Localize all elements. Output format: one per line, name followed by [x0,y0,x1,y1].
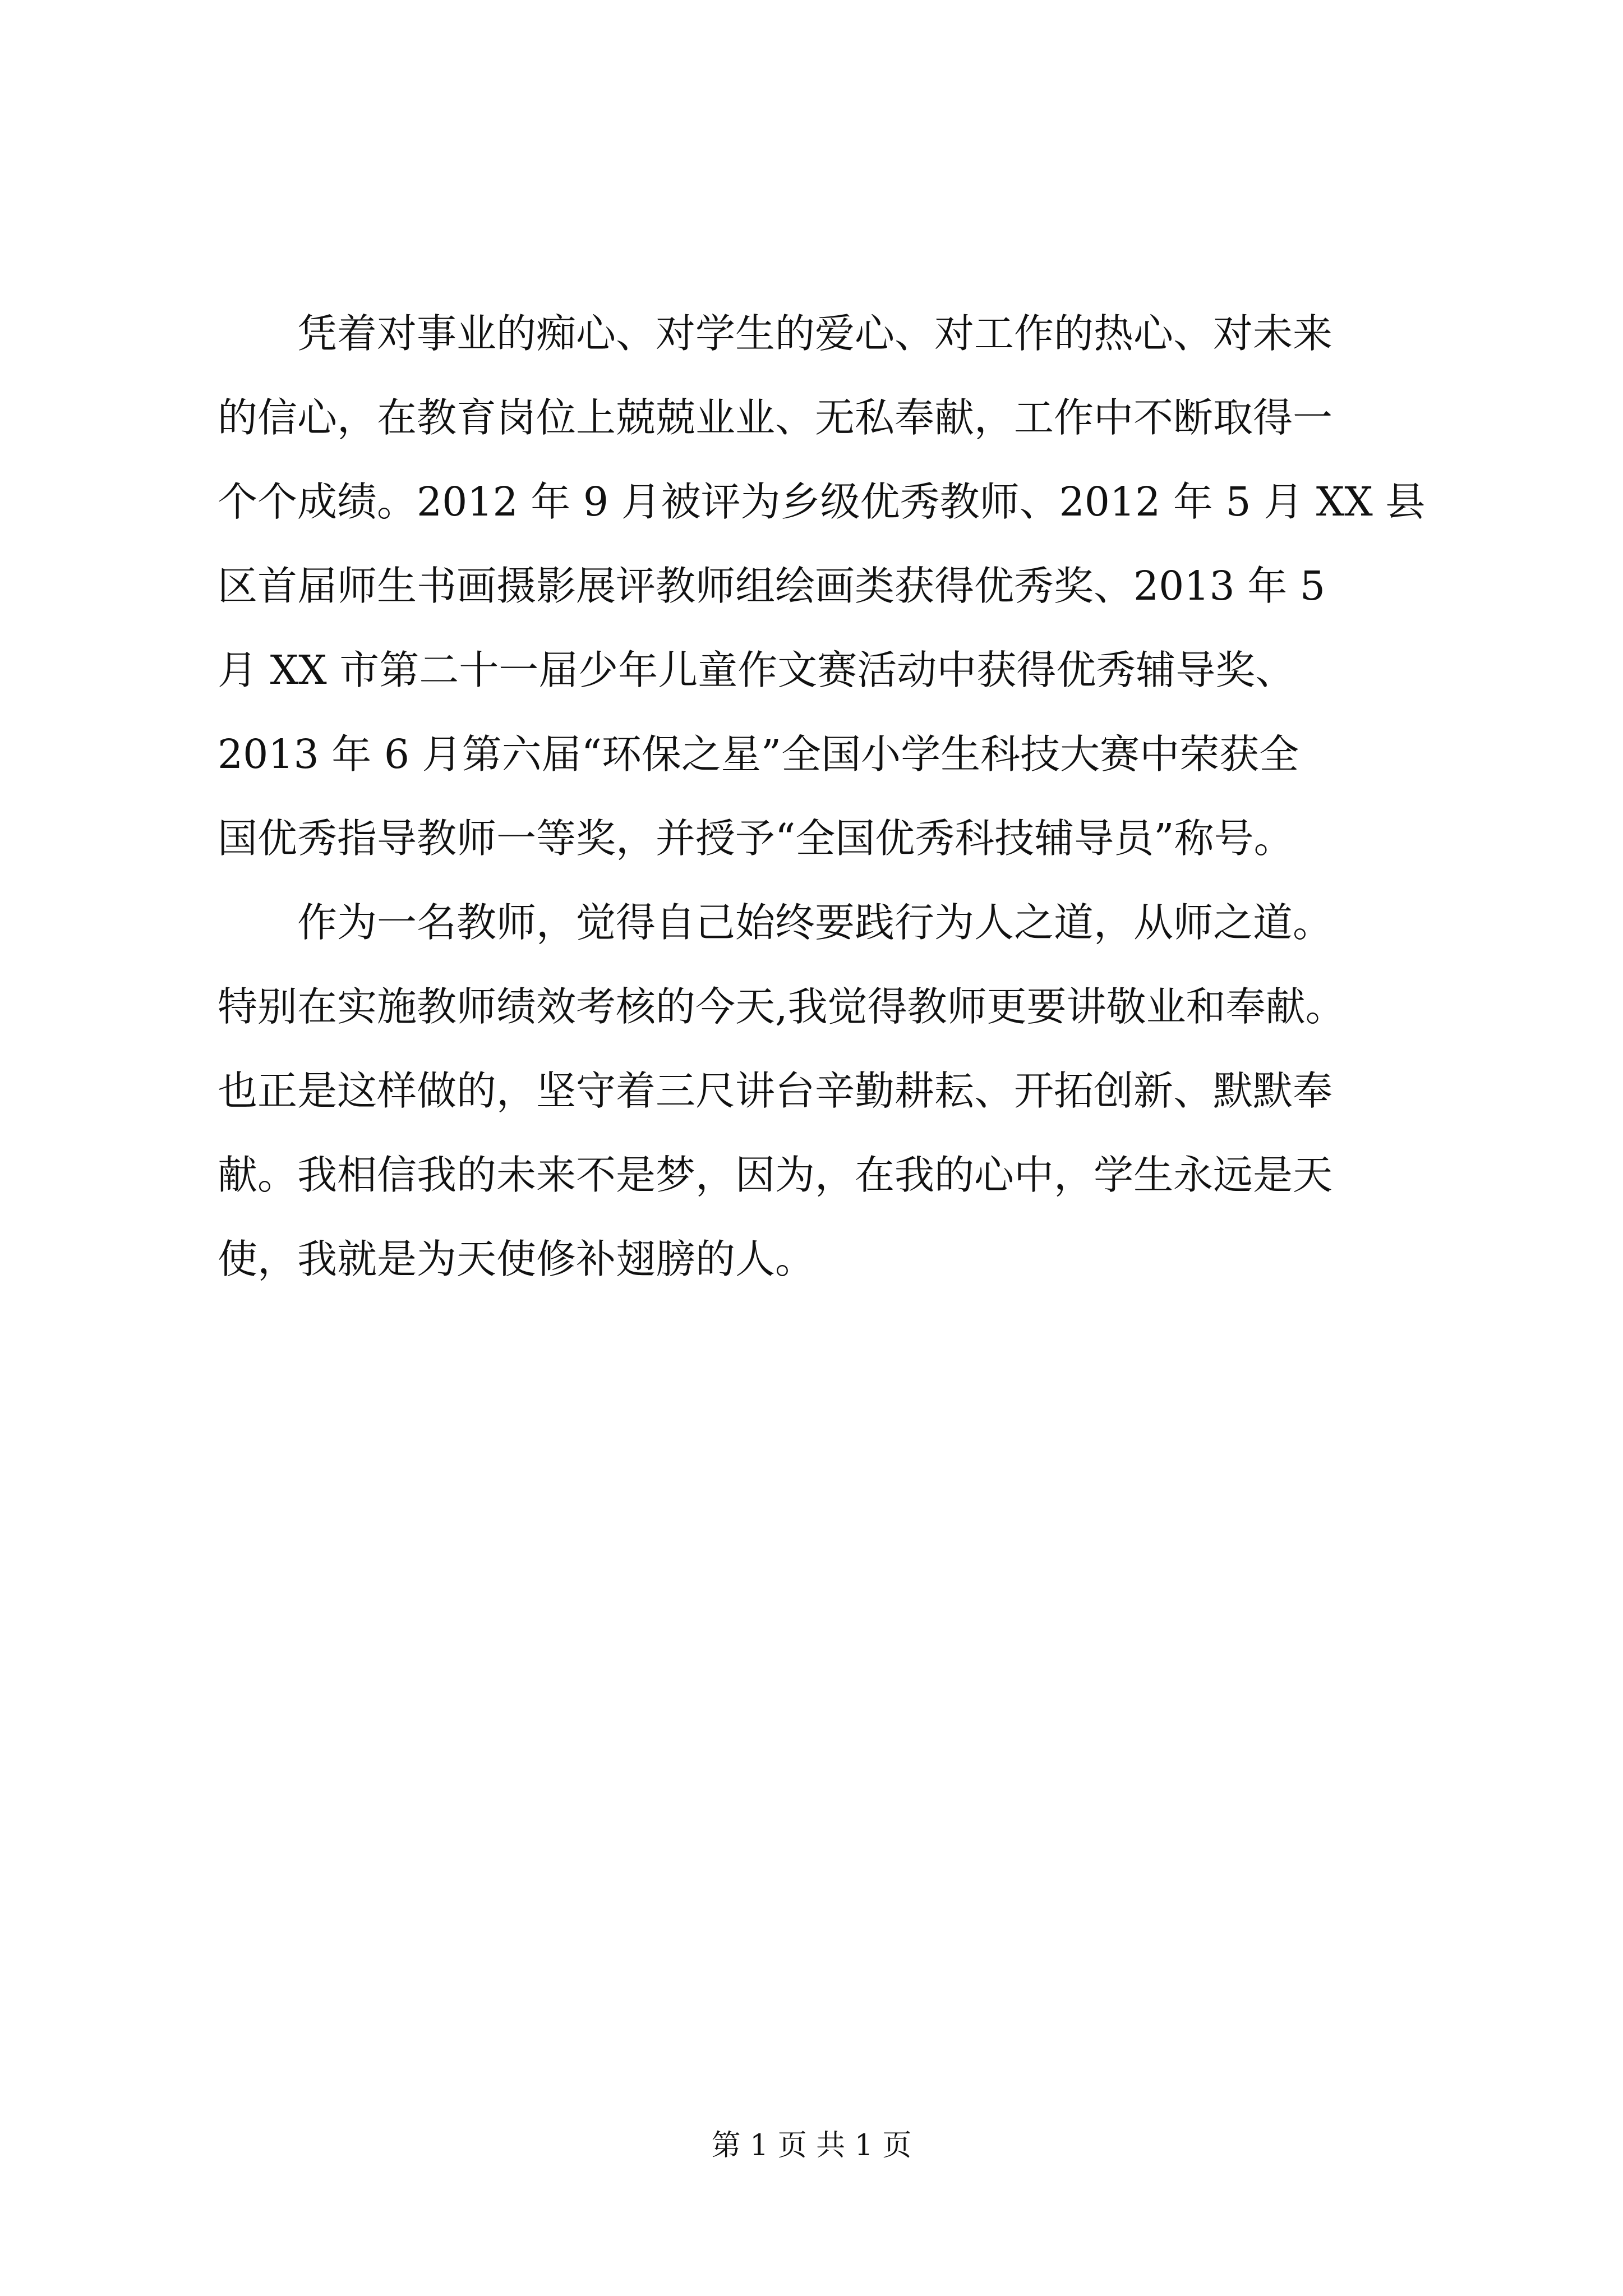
paragraph-line: 作为一名教师，觉得自己始终要践行为人之道，从师之道。 [297,899,1333,946]
paragraph-line: 个个成绩。2012 年 9 月被评为乡级优秀教师、2012 年 5 月 XX 县 [218,478,1426,525]
paragraph-line: 月 XX 市第二十一届少年儿童作文赛活动中获得优秀辅导奖、 [218,647,1295,693]
paragraph-line: 2013 年 6 月第六届“环保之星”全国小学生科技大赛中荣获全 [218,731,1299,777]
paragraph-line: 区首届师生书画摄影展评教师组绘画类获得优秀奖、2013 年 5 [218,563,1326,609]
document-body [218,292,1426,1301]
paragraph-line: 使，我就是为天使修补翅膀的人。 [218,1236,815,1282]
page-footer [0,2126,1623,2165]
page-number-label: 第 1 页 共 1 页 [711,2129,912,2162]
paragraph-line: 的信心，在教育岗位上兢兢业业、无私奉献，工作中不断取得一 [218,394,1333,441]
paragraph-line: 凭着对事业的痴心、对学生的爱心、对工作的热心、对未来 [297,310,1333,357]
paragraph-1 [218,292,1426,881]
paragraph-line: 国优秀指导教师一等奖，并授予“全国优秀科技辅导员”称号。 [218,815,1294,862]
paragraph-line: 也正是这样做的，坚守着三尺讲台辛勤耕耘、开拓创新、默默奉 [218,1068,1333,1114]
paragraph-line: 特别在实施教师绩效考核的今天,我觉得教师更要讲敬业和奉献。 [218,983,1345,1030]
paragraph-2 [218,881,1418,1301]
paragraph-line: 献。我相信我的未来不是梦，因为，在我的心中，学生永远是天 [218,1152,1333,1198]
